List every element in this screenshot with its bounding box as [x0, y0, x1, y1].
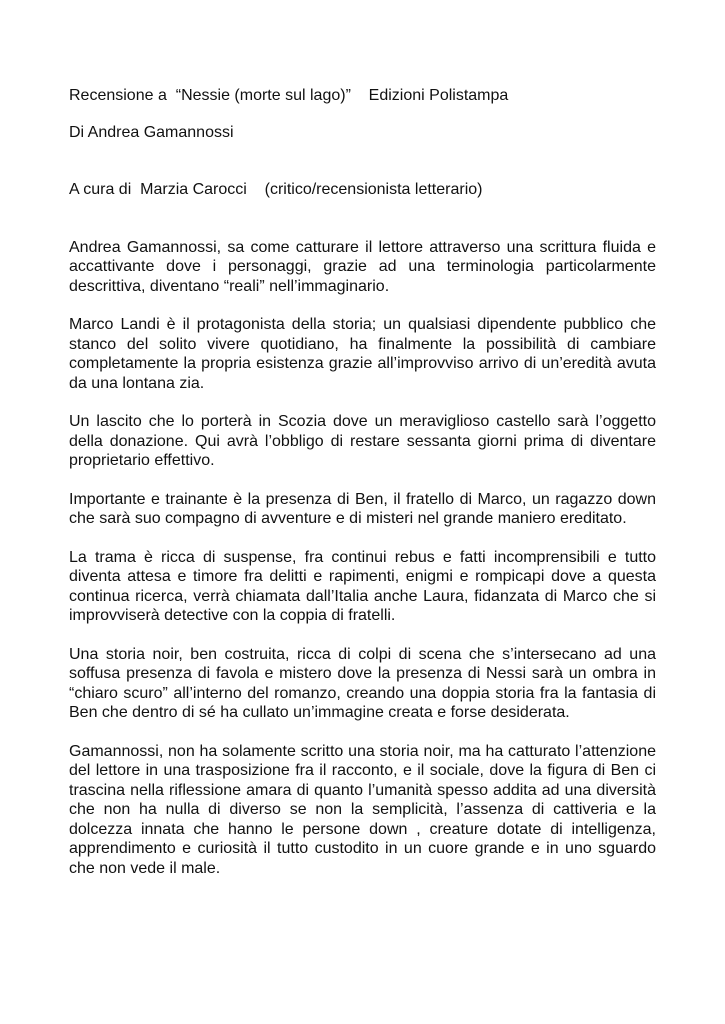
paragraph-protagonist: Marco Landi è il protagonista della storia; un qualsiasi dipendente pubblico che stanco del solito vivere quotidiano, ha finalmente la possibilità di cambiare completamente la propria esistenza grazie all’improvviso arrivo di un’eredità avuta da una lontana zia.: [69, 316, 656, 392]
document-page: [69, 86, 656, 897]
paragraph-noir: Una storia noir, ben costruita, ricca di colpi di scena che s’intersecano ad una soffusa presenza di favola e mistero dove la presenza di Nessi sarà un ombra in “chiaro scuro” all’interno del romanzo, creando una doppia storia fra la fantasia di Ben che dentro di sé ha cullato un’immagine creata e forse desiderata.: [69, 645, 656, 721]
paragraph-scotland: Un lascito che lo porterà in Scozia dove un meraviglioso castello sarà l’oggetto della donazione. Qui avrà l’obbligo di restare sessanta giorni prima di diventare proprietario effettivo.: [69, 413, 656, 469]
review-title: Recensione a “Nessie (morte sul lago)” Edizioni Polistampa: [69, 87, 509, 104]
paragraph-plot: La trama è ricca di suspense, fra continui rebus e fatti incomprensibili e tutto diventa attesa e timore fra delitti e rapimenti, enigmi e rompicapi dove a questa continua ricerca, verrà chiamata dall’Italia anche Laura, fidanzata di Marco che si improvviserà detective con la coppia di fratelli.: [69, 548, 656, 624]
paragraph-conclusion: Gamannossi, non ha solamente scritto una storia noir, ma ha catturato l’attenzione del lettore in una trasposizione fra il racconto, e il sociale, dove la figura di Ben ci trascina nella riflessione amara di quanto l’umanità spesso addita ad una diversità che non ha nulla di diverso se non la semplicità, l’assenza di cattiveria e la dolcezza innata che hanno le persone down , creature dotate di intelligenza, apprendimento e curiosità il tutto custodito in un cuore grande e in uno sguardo che non vede il male.: [69, 742, 656, 877]
curator-line: A cura di Marzia Carocci (critico/recensionista letterario): [69, 181, 483, 198]
paragraph-intro: Andrea Gamannossi, sa come catturare il lettore attraverso una scrittura fluida e accattivante dove i personaggi, grazie ad una terminologia particolarmente descrittiva, diventano “reali” nell’immaginario.: [69, 238, 656, 295]
author-line: Di Andrea Gamannossi: [69, 123, 234, 141]
paragraph-ben: Importante e trainante è la presenza di Ben, il fratello di Marco, un ragazzo down che sarà suo compagno di avventure e di misteri nel grande maniero ereditato.: [69, 490, 656, 527]
